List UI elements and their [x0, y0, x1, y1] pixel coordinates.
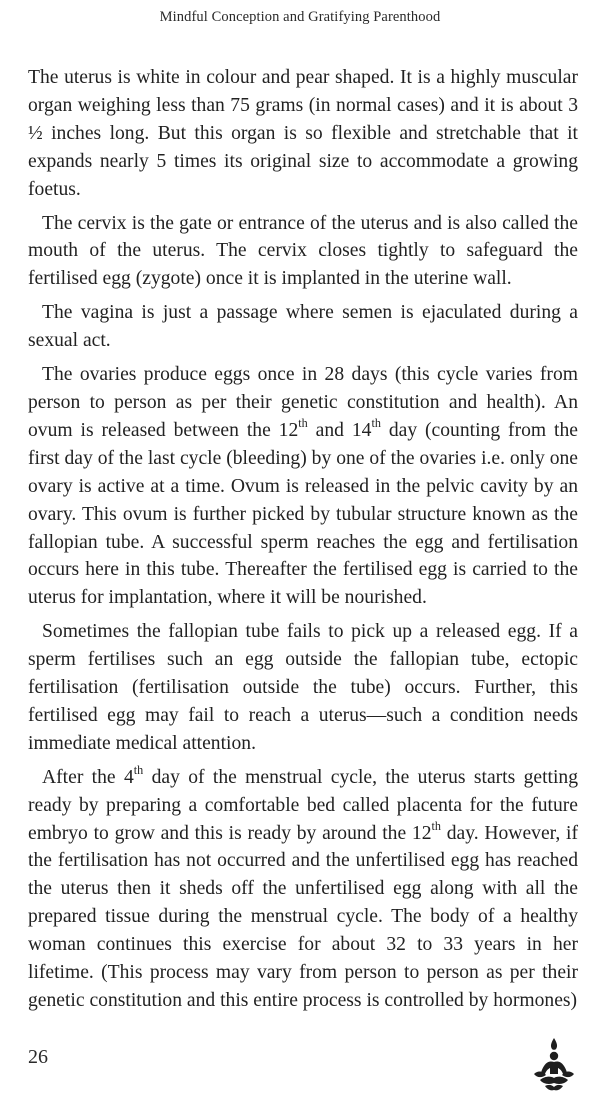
ordinal-suffix: th: [431, 818, 441, 833]
paragraph-ovaries-part-b: and 14: [307, 419, 372, 441]
running-header: Mindful Conception and Gratifying Parenthood: [159, 9, 441, 25]
ordinal-suffix: th: [133, 763, 144, 778]
ordinal-suffix: th: [371, 416, 381, 431]
paragraph-ovaries-part-a: The ovaries produce eggs once in 28 days (this cycle varies from person to person as per their genetic constitution and health). An ovum is released between the 12: [28, 364, 578, 441]
paragraph-menstrual-part-b: day of the menstrual cycle, the uterus starts getting ready by preparing a comfortable bed called placenta for the future embryo to grow and this is ready by around the 12: [28, 766, 579, 844]
paragraph-menstrual-cycle: [28, 764, 578, 1015]
paragraph-vagina: The vagina is just a passage where semen is ejaculated during a sexual act.: [28, 302, 578, 352]
paragraph-fallopian-tube: Sometimes the fallopian tube fails to pick up a released egg. If a sperm fertilises such an egg outside the fallopian tube, ectopic fertilisation (fertilisation outside the tube) occurs. Further, this fertilised egg may fail to reach a uterus—such a condition needs immediate medical attention.: [28, 621, 578, 754]
paragraph-menstrual-part-a: After the 4: [42, 766, 134, 788]
meditating-figure-icon: [531, 1036, 577, 1094]
ordinal-suffix: th: [298, 416, 308, 431]
page-number: 26: [28, 1046, 48, 1068]
paragraph-menstrual-part-c: day. However, if the fertilisation has not occurred and the unfertilised egg has reached the uterus then it sheds off the unfertilised egg along with all the prepared tissue during the menstrual cycle. The body of a healthy woman continues this exercise for about 32 to 33 years in her lifetime. (This process may vary from person to person as per their genetic constitution and this entire process is controlled by hormones): [28, 822, 578, 1011]
body-text: [28, 64, 578, 1021]
paragraph-uterus: The uterus is white in colour and pear shaped. It is a highly muscular organ weighing less than 75 grams (in normal cases) and it is about 3 ½ inches long. But this organ is so flexible and stretchable that it expands nearly 5 times its original size to accommodate a growing foetus.: [28, 67, 578, 200]
paragraph-ovaries-part-c: day (counting from the first day of the last cycle (bleeding) by one of the ovaries i.e. only one ovary is active at a time. Ovum is released in the pelvic cavity by an ovary. This ovum is further picked by tubular structure known as the fallopian tube. A successful sperm reaches the egg and fertilisation occurs here in this tube. Thereafter the fertilised egg is carried to the uterus for implantation, where it will be nourished.: [28, 419, 578, 609]
paragraph-ovaries: [28, 361, 578, 612]
paragraph-cervix: The cervix is the gate or entrance of the uterus and is also called the mouth of the uterus. The cervix closes tightly to safeguard the fertilised egg (zygote) once it is implanted in the uterine wall.: [28, 212, 578, 290]
